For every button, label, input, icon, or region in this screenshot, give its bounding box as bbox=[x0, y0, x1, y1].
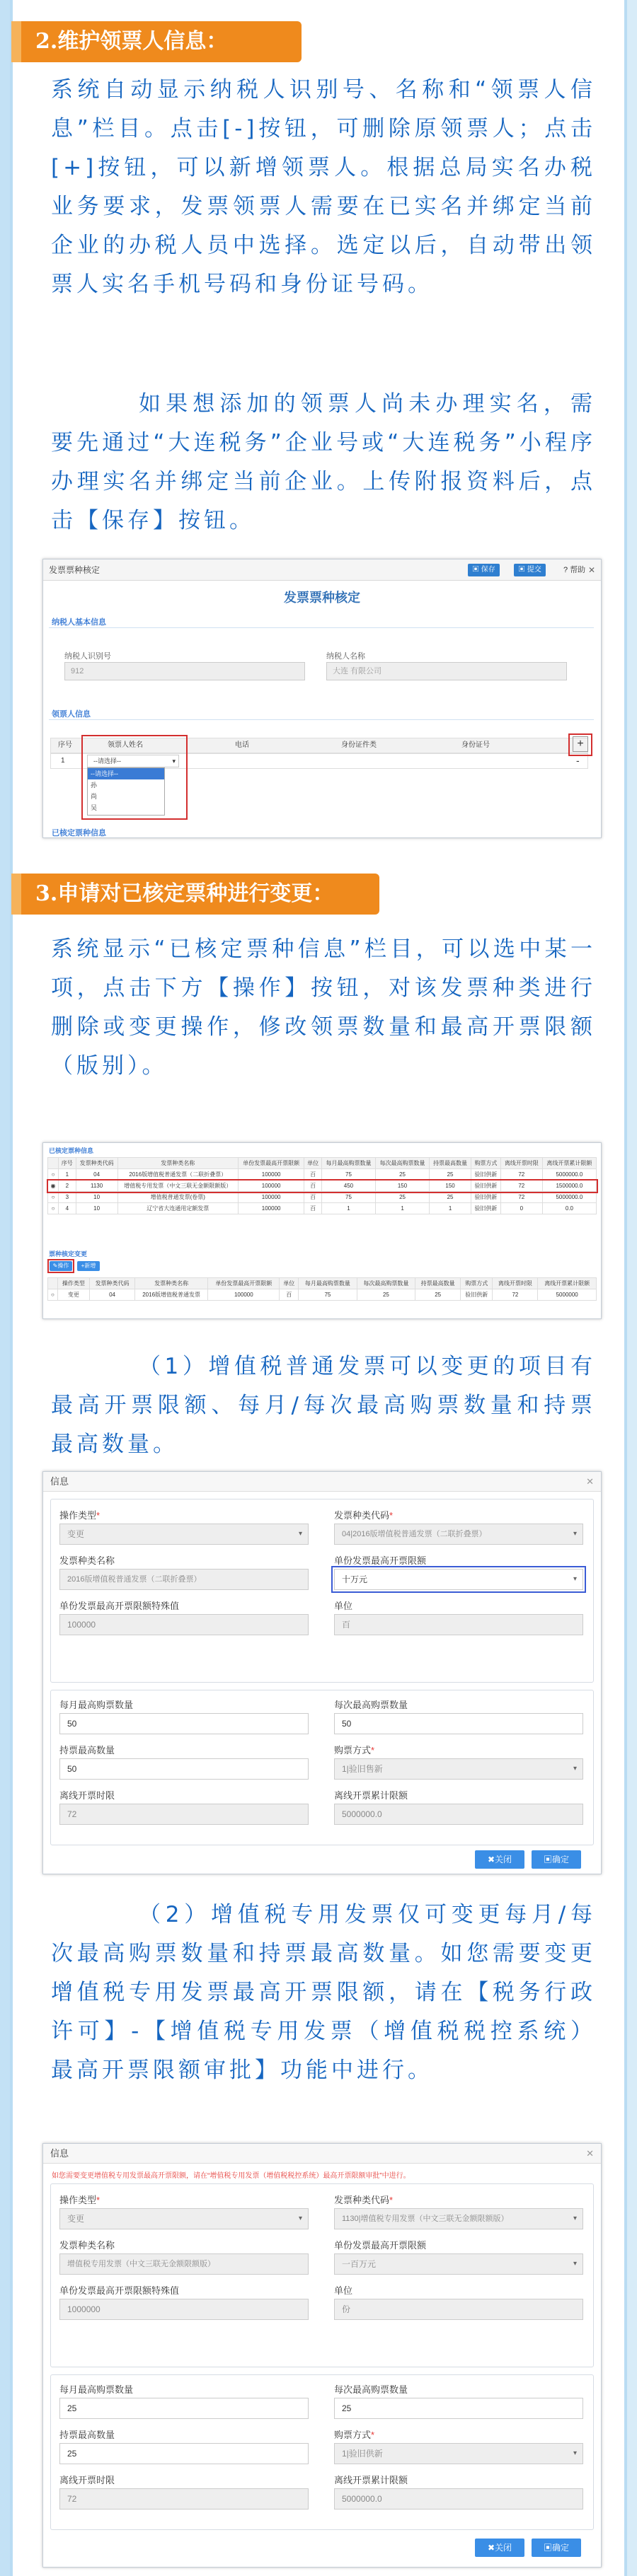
chevron-down-icon: ▾ bbox=[298, 2215, 302, 2222]
taxid-field: 912 bbox=[64, 662, 305, 680]
submit-icon: ▣ bbox=[518, 566, 527, 574]
table-header: 离线开票时限 bbox=[500, 1158, 542, 1169]
option-3[interactable]: 吴 bbox=[91, 804, 98, 811]
each-input[interactable]: 25 bbox=[334, 2398, 583, 2419]
chevron-down-icon: ▾ bbox=[573, 1530, 577, 1538]
dialog-group-2 bbox=[50, 1690, 594, 1845]
operate-button[interactable]: ✎操作 bbox=[50, 1261, 72, 1271]
optype-select[interactable]: 变更 ▾ bbox=[59, 1524, 309, 1545]
option-placeholder[interactable]: --请选择-- bbox=[88, 768, 164, 779]
dialog-titlebar bbox=[43, 2144, 601, 2164]
offline-total-label: 离线开票累计限额 bbox=[334, 2475, 408, 2485]
name-label: 发票种类名称 bbox=[59, 2240, 115, 2251]
offline-label: 离线开票时限 bbox=[59, 2475, 115, 2485]
chevron-down-icon: ▾ bbox=[573, 2215, 577, 2222]
unit-field: 份 bbox=[334, 2299, 583, 2320]
optype-label: 操作类型* bbox=[59, 2195, 101, 2205]
table-row[interactable]: ○ 4 10 辽宁省大连通用定额发票 100000 百 1 1 1 验旧供新 0 0.0 bbox=[48, 1203, 597, 1214]
section2-para2: 如果想添加的领票人尚未办理实名，需要先通过“大连税务”企业号或“大连税务”小程序办理实名并绑定当前企业。上传附报资料后，点击【保存】按钮。 bbox=[51, 391, 596, 533]
table-header: 序号 bbox=[58, 1158, 76, 1169]
save-button[interactable]: ▣ 保存 bbox=[468, 564, 500, 576]
taxid-label: 纳税人识别号 bbox=[64, 652, 111, 661]
section3-para3: （2）增值税专用发票仅可变更每月/每次最高购票数量和持票最高数量。如您需要变更增值税专用发票最高开票限额，请在【税务行政许可】-【增值税专用发票（增值税税控系统）最高开票限额审批】功能中进行。 bbox=[51, 1902, 596, 2083]
section3-heading: 3.申请对已核定票种进行变更： bbox=[11, 874, 379, 915]
name-field: 2016版增值税普通发票（二联折叠票） bbox=[59, 1569, 309, 1590]
limit-select[interactable]: 十万元 ▾ bbox=[334, 1569, 583, 1590]
offline-label: 离线开票时限 bbox=[59, 1790, 115, 1801]
basic-info-segment: 纳税人基本信息 bbox=[52, 618, 106, 627]
limit-label: 单份发票最高开票限额 bbox=[334, 2240, 427, 2251]
radio[interactable]: ○ bbox=[48, 1192, 59, 1203]
info-dialog-special bbox=[42, 2143, 602, 2568]
special-field: 1000000 bbox=[59, 2299, 309, 2320]
chevron-down-icon: ▾ bbox=[573, 2260, 577, 2268]
close-icon[interactable]: ✕ bbox=[586, 2148, 594, 2159]
radio[interactable]: ◉ bbox=[48, 1180, 59, 1192]
table-header-row: 操作类型 发票种类代码 发票种类名称 单份发票最高开票限额 单位 每月最高购票数量 每次最高购票数量 持票最高数量 购票方式 离线开票时限 离线开票累计限额 bbox=[48, 1278, 597, 1289]
add-button[interactable]: +新增 bbox=[77, 1261, 100, 1271]
each-label: 每次最高购票数量 bbox=[334, 2384, 408, 2395]
delete-row-button[interactable]: - bbox=[576, 755, 580, 766]
table-header: 离线开票累计限额 bbox=[542, 1158, 596, 1169]
window-title: 发票票种核定 bbox=[49, 565, 101, 575]
name-label: 发票种类名称 bbox=[59, 1555, 115, 1566]
submit-button[interactable]: ▣ 提交 bbox=[514, 564, 546, 576]
chevron-down-icon: ▾ bbox=[573, 1575, 577, 1583]
window-titlebar bbox=[43, 559, 601, 581]
verified-segment: 已核定票种信息 bbox=[52, 829, 106, 837]
help-icon: ? bbox=[563, 566, 570, 574]
unit-field: 百 bbox=[334, 1614, 583, 1635]
col-select bbox=[48, 1158, 59, 1169]
special-field: 100000 bbox=[59, 1614, 309, 1635]
table-header-row bbox=[48, 1158, 597, 1169]
radio[interactable]: ○ bbox=[48, 1289, 58, 1301]
each-label: 每次最高购票数量 bbox=[334, 1700, 408, 1710]
holder-table-row: 1 bbox=[50, 753, 588, 769]
add-row-button[interactable]: + bbox=[573, 736, 588, 752]
offline-total-field: 5000000.0 bbox=[334, 2488, 583, 2510]
table-header: 发票种类代码 bbox=[76, 1158, 117, 1169]
table-header: 持票最高数量 bbox=[430, 1158, 471, 1169]
limit-label: 单份发票最高开票限额 bbox=[334, 1555, 427, 1566]
hold-input[interactable]: 25 bbox=[59, 2443, 309, 2464]
close-button[interactable]: ✖关闭 bbox=[475, 2539, 524, 2557]
code-label: 发票种类代码* bbox=[334, 2195, 394, 2205]
offline-field: 72 bbox=[59, 1804, 309, 1825]
option-2[interactable]: 尚 bbox=[91, 793, 98, 800]
name-field: 增值税专用发票（中文三联无金额限额版） bbox=[59, 2253, 309, 2275]
dialog-title: 信息 bbox=[50, 2148, 69, 2159]
close-icon[interactable]: ✕ bbox=[586, 1476, 594, 1487]
hold-label: 持票最高数量 bbox=[59, 2430, 115, 2440]
table-header: 单位 bbox=[304, 1158, 322, 1169]
table-row[interactable]: ○ 1 04 2016版增值税普通发票（二联折叠票） 100000 百 75 25 25 验旧供新 72 5000000.0 bbox=[48, 1169, 597, 1180]
month-label: 每月最高购票数量 bbox=[59, 1700, 134, 1710]
edit-icon: ✎ bbox=[52, 1263, 58, 1269]
method-label: 购票方式* bbox=[334, 2430, 375, 2440]
special-label: 单份发票最高开票限额特殊值 bbox=[59, 2285, 180, 2296]
holder-info-segment: 领票人信息 bbox=[52, 710, 91, 719]
holder-select[interactable]: --请选择-- ▾ bbox=[87, 755, 179, 767]
name-label: 纳税人名称 bbox=[326, 652, 365, 661]
confirm-button[interactable]: ▣确定 bbox=[532, 1850, 581, 1869]
confirm-button[interactable]: ▣确定 bbox=[532, 2539, 581, 2557]
method-label: 购票方式* bbox=[334, 1745, 375, 1756]
month-label: 每月最高购票数量 bbox=[59, 2384, 134, 2395]
chevron-down-icon: ▾ bbox=[573, 2449, 577, 2457]
change-table bbox=[47, 1277, 597, 1301]
offline-total-label: 离线开票累计限额 bbox=[334, 1790, 408, 1801]
code-select[interactable]: 1130|增值税专用发票（中文三联无金额限额版） ▾ bbox=[334, 2208, 583, 2229]
dialog-title: 信息 bbox=[50, 1476, 69, 1487]
section3-para2: （1）增值税普通发票可以变更的项目有最高开票限额、每月/每次最高购票数量和持票最高数量。 bbox=[51, 1354, 596, 1457]
plus-icon: + bbox=[81, 1263, 85, 1269]
radio[interactable]: ○ bbox=[48, 1169, 59, 1180]
code-label: 发票种类代码* bbox=[334, 1510, 394, 1521]
table-row-selected[interactable]: ◉ 2 1130 增值税专用发票（中文三联无金额限额版） 100000 百 450 150 150 验旧供新 72 1500000.0 bbox=[48, 1180, 597, 1192]
divider bbox=[49, 627, 594, 628]
table-header: 每月最高购票数量 bbox=[321, 1158, 375, 1169]
table-header: 单份发票最高开票限额 bbox=[239, 1158, 304, 1169]
hold-input[interactable]: 50 bbox=[59, 1758, 309, 1780]
radio[interactable]: ○ bbox=[48, 1203, 59, 1214]
code-select[interactable]: 04|2016版增值税普通发票（二联折叠票） ▾ bbox=[334, 1524, 583, 1545]
option-1[interactable]: 孙 bbox=[91, 782, 98, 789]
name-field: 大连 有限公司 bbox=[326, 662, 567, 680]
chevron-down-icon: ▾ bbox=[573, 1765, 577, 1773]
method-select[interactable]: 1|验旧售新 ▾ bbox=[334, 1758, 583, 1780]
limit-select: 一百万元 ▾ bbox=[334, 2253, 583, 2275]
chevron-down-icon: ▾ bbox=[172, 758, 176, 765]
holder-table-header: 序号 领票人姓名 电话 身份证件类 身份证号 bbox=[50, 738, 588, 753]
chevron-down-icon: ▾ bbox=[298, 1530, 302, 1538]
save-icon: ▣ bbox=[543, 2543, 552, 2553]
close-icon[interactable]: ✕ bbox=[587, 565, 595, 575]
optype-select[interactable]: 变更 ▾ bbox=[59, 2208, 309, 2229]
special-label: 单份发票最高开票限额特殊值 bbox=[59, 1601, 180, 1611]
hold-label: 持票最高数量 bbox=[59, 1745, 115, 1756]
table-row[interactable]: ○ 变更 04 2016版增值税普通发票 100000 百 75 25 25 验旧供新 72 5000000 bbox=[48, 1289, 597, 1301]
month-input[interactable]: 50 bbox=[59, 1713, 309, 1734]
close-button[interactable]: ✖关闭 bbox=[475, 1850, 524, 1869]
ticket-verify-window bbox=[42, 559, 602, 838]
optype-label: 操作类型* bbox=[59, 1510, 101, 1521]
divider bbox=[49, 719, 594, 720]
change-title: 票种核定变更 bbox=[49, 1251, 88, 1258]
table-header: 购票方式 bbox=[471, 1158, 501, 1169]
verified-types-panel bbox=[42, 1142, 602, 1319]
left-rail bbox=[0, 0, 10, 2576]
dialog-group-2 bbox=[50, 2374, 594, 2530]
help-button[interactable]: ? 帮助 bbox=[563, 566, 586, 574]
dialog-titlebar bbox=[43, 1472, 601, 1492]
save-icon: ▣ bbox=[543, 1855, 552, 1864]
dialog-group-1 bbox=[50, 1499, 594, 1683]
close-icon: ✖ bbox=[487, 1855, 495, 1864]
info-dialog-normal bbox=[42, 1471, 602, 1874]
unit-label: 单位 bbox=[334, 2285, 353, 2296]
verified-types-table bbox=[47, 1157, 597, 1214]
offline-field: 72 bbox=[59, 2488, 309, 2510]
notice-text: 如您需要变更增值税专用发票最高开票限额，请在“增值税专用发票（增值税税控系统）最高开票限额审批”中进行。 bbox=[52, 2172, 411, 2180]
section2-heading: 2.维护领票人信息： bbox=[11, 21, 302, 62]
holder-options-list bbox=[87, 767, 165, 816]
table-header: 每次最高购票数量 bbox=[376, 1158, 430, 1169]
section3-para1: 系统显示“已核定票种信息”栏目，可以选中某一项，点击下方【操作】按钮，对该发票种类进行删除或变更操作，修改领票数量和最高开票限额（版别）。 bbox=[51, 936, 596, 1079]
offline-total-field: 5000000.0 bbox=[334, 1804, 583, 1825]
method-select[interactable]: 1|验旧供新 ▾ bbox=[334, 2443, 583, 2464]
save-icon: ▣ bbox=[472, 566, 481, 574]
section2-para1: 系统自动显示纳税人识别号、名称和“领票人信息”栏目。点击[-]按钮，可删除原领票人；点击[+]按钮，可以新增领票人。根据总局实名办税业务要求，发票领票人需要在已实名并绑定当前企业的办税人员中选择。选定以后，自动带出领票人实名手机号码和身份证号码。 bbox=[51, 77, 596, 297]
table-header: 发票种类名称 bbox=[117, 1158, 238, 1169]
verified-types-title: 已核定票种信息 bbox=[49, 1147, 94, 1154]
month-input[interactable]: 25 bbox=[59, 2398, 309, 2419]
each-input[interactable]: 50 bbox=[334, 1713, 583, 1734]
unit-label: 单位 bbox=[334, 1601, 353, 1611]
close-icon: ✖ bbox=[487, 2543, 495, 2553]
table-row[interactable]: ○ 3 10 增值税普通发票(卷票) 100000 百 75 25 25 验旧供新 72 5000000.0 bbox=[48, 1192, 597, 1203]
dialog-group-1 bbox=[50, 2183, 594, 2367]
col-select bbox=[48, 1278, 58, 1289]
main-title: 发票票种核定 bbox=[284, 591, 360, 605]
